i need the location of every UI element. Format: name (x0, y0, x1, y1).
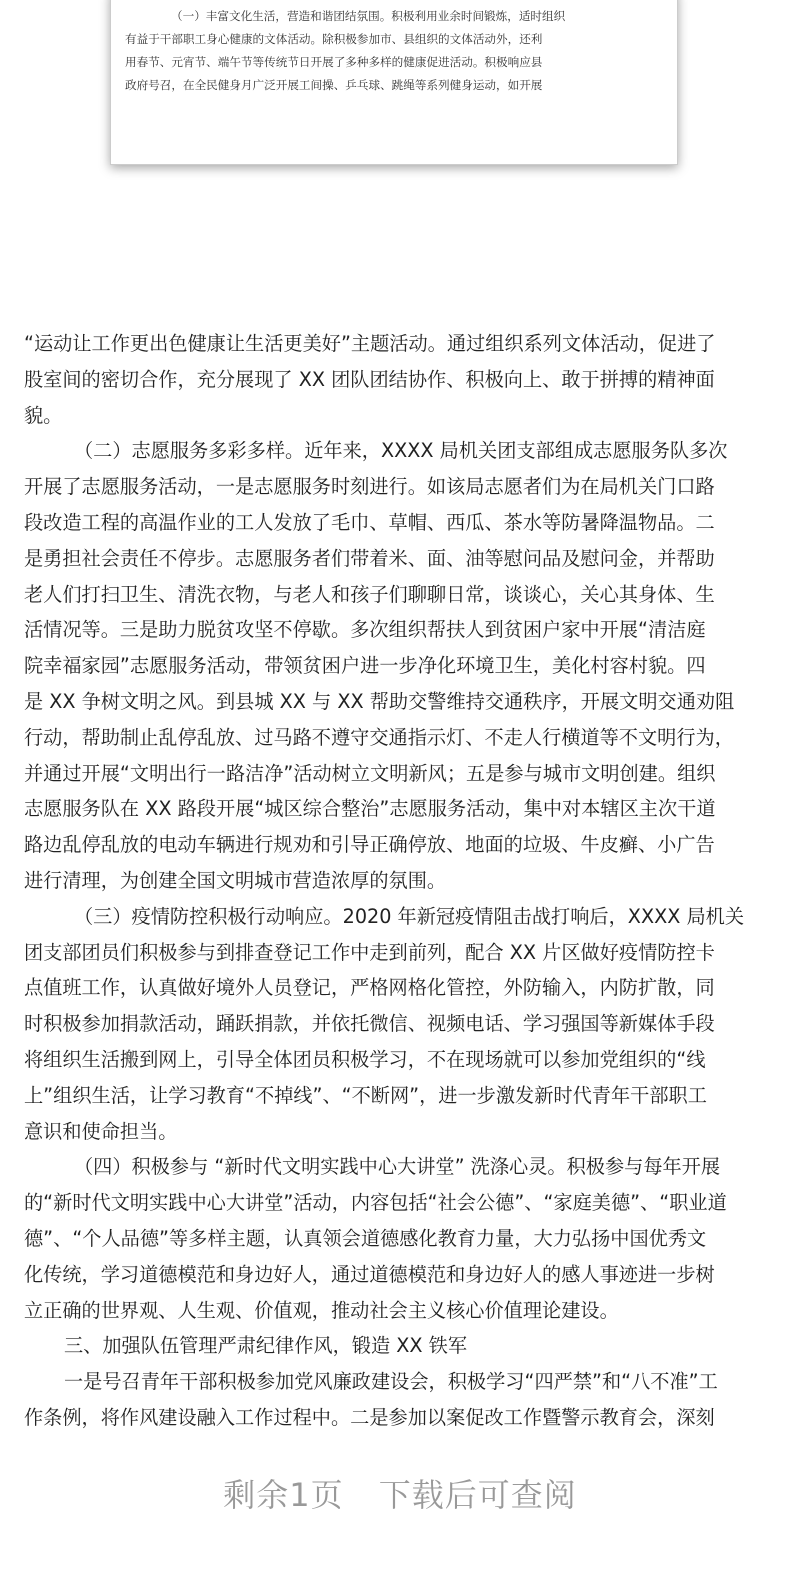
text-line: 活情况等。三是助力脱贫攻坚不停歇。多次组织帮扶人到贫困户家中开展“清洁庭 (24, 618, 706, 642)
text-line: 一是号召青年干部积极参加党风廉政建设会，积极学习“四严禁”和“八不准”工 (64, 1370, 718, 1394)
paragraph (24, 1364, 776, 1436)
text-line: 团支部团员们积极参与到排查登记工作中走到前列，配合 XX 片区做好疫情防控卡 (24, 940, 715, 964)
text-line: 德”、“个人品德”等多样主题，认真领会道德感化教育力量，大力弘扬中国优秀文 (24, 1226, 707, 1250)
text-line: 志愿服务队在 XX 路段开展“城区综合整治”志愿服务活动，集中对本辖区主次干道 (24, 797, 716, 821)
download-prompt[interactable] (0, 1470, 800, 1516)
text-line: 院幸福家园”志愿服务活动，带领贫困户进一步净化环境卫生，美化村容村貌。四 (24, 654, 706, 678)
text-line: “运动让工作更出色健康让生活更美好”主题活动。通过组织系列文体活动，促进了 (24, 332, 716, 355)
text-line: 路边乱停乱放的电动车辆进行规劝和引导正确停放、地面的垃圾、牛皮癣、小广告 (24, 833, 715, 857)
document-page-preview (110, 0, 678, 165)
preview-page-text (125, 5, 665, 97)
remaining-pages-label: 剩余1页 (223, 1476, 344, 1514)
paragraph (24, 326, 776, 433)
preview-line: 有益于干部职工身心健康的文体活动。除积极参加市、县组织的文体活动外，还利 (125, 32, 543, 46)
text-line: 是 XX 争树文明之风。到县城 XX 与 XX 帮助交警维持交通秩序，开展文明交通劝阻 (24, 689, 735, 713)
paragraph (24, 899, 776, 1150)
paragraph (24, 433, 776, 898)
document-body (24, 326, 776, 1436)
text-line: 并通过开展“文明出行一路洁净”活动树立文明新风；五是参与城市文明创建。组织 (24, 761, 716, 785)
text-line: 段改造工程的高温作业的工人发放了毛巾、草帽、西瓜、茶水等防暑降温物品。二 (24, 510, 715, 534)
text-line: 将组织生活搬到网上，引导全体团员积极学习，不在现场就可以参加党组织的“线 (24, 1047, 706, 1071)
text-line: （三）疫情防控积极行动响应。2020 年新冠疫情阻击战打响后，XXXX 局机关 (74, 904, 745, 928)
preview-line: 政府号召，在全民健身月广泛开展工间操、乒乓球、跳绳等系列健身运动，如开展 (125, 78, 543, 92)
section-heading (24, 1328, 776, 1364)
text-line: 行动，帮助制止乱停乱放、过马路不遵守交通指示灯、不走人行横道等不文明行为， (24, 725, 734, 749)
text-line: （二）志愿服务多彩多样。近年来，XXXX 局机关团支部组成志愿服务队多次 (74, 439, 728, 463)
paragraph (24, 1149, 776, 1328)
text-line: 意识和使命担当。 (24, 1119, 178, 1143)
text-line: 是勇担社会责任不停步。志愿服务者们带着米、面、油等慰问品及慰问金，并帮助 (24, 546, 715, 570)
text-line: 时积极参加捐款活动，踊跃捐款，并依托微信、视频电话、学习强国等新媒体手段 (24, 1012, 715, 1036)
text-line: 貌。 (24, 403, 63, 427)
text-line: 作条例，将作风建设融入工作过程中。二是参加以案促改工作暨警示教育会，深刻 (24, 1405, 715, 1429)
download-to-view-label: 下载后可查阅 (378, 1476, 577, 1514)
text-line: 上”组织生活，让学习教育“不掉线”、“不断网”，进一步激发新时代青年干部职工 (24, 1083, 707, 1107)
text-line: 点值班工作，认真做好境外人员登记，严格网格化管控，外防输入，内防扩散，同 (24, 976, 715, 1000)
text-line: （四）积极参与 “新时代文明实践中心大讲堂” 洗涤心灵。积极参与每年开展 (74, 1155, 721, 1179)
text-line: 进行清理，为创建全国文明城市营造浓厚的氛围。 (24, 868, 447, 892)
text-line: 的“新时代文明实践中心大讲堂”活动，内容包括“社会公德”、“家庭美德”、“职业道 (24, 1191, 727, 1215)
text-line: 老人们打扫卫生、清洗衣物，与老人和孩子们聊聊日常，谈谈心，关心其身体、生 (24, 582, 715, 606)
text-line: 立正确的世界观、人生观、价值观，推动社会主义核心价值理论建设。 (24, 1298, 619, 1322)
preview-line: 用春节、元宵节、端午节等传统节日开展了多种多样的健康促进活动。积极响应县 (125, 55, 543, 69)
preview-line: （一）丰富文化生活，营造和谐团结氛围。积极利用业余时间锻炼，适时组织 (171, 9, 566, 23)
text-line: 股室间的密切合作，充分展现了 XX 团队团结协作、积极向上、敢于拼搏的精神面 (24, 367, 715, 391)
text-line: 三、加强队伍管理严肃纪律作风，锻造 XX 铁军 (64, 1334, 468, 1358)
text-line: 化传统，学习道德模范和身边好人，通过道德模范和身边好人的感人事迹进一步树 (24, 1262, 715, 1286)
text-line: 开展了志愿服务活动，一是志愿服务时刻进行。如该局志愿者们为在局机关门口路 (24, 475, 715, 499)
